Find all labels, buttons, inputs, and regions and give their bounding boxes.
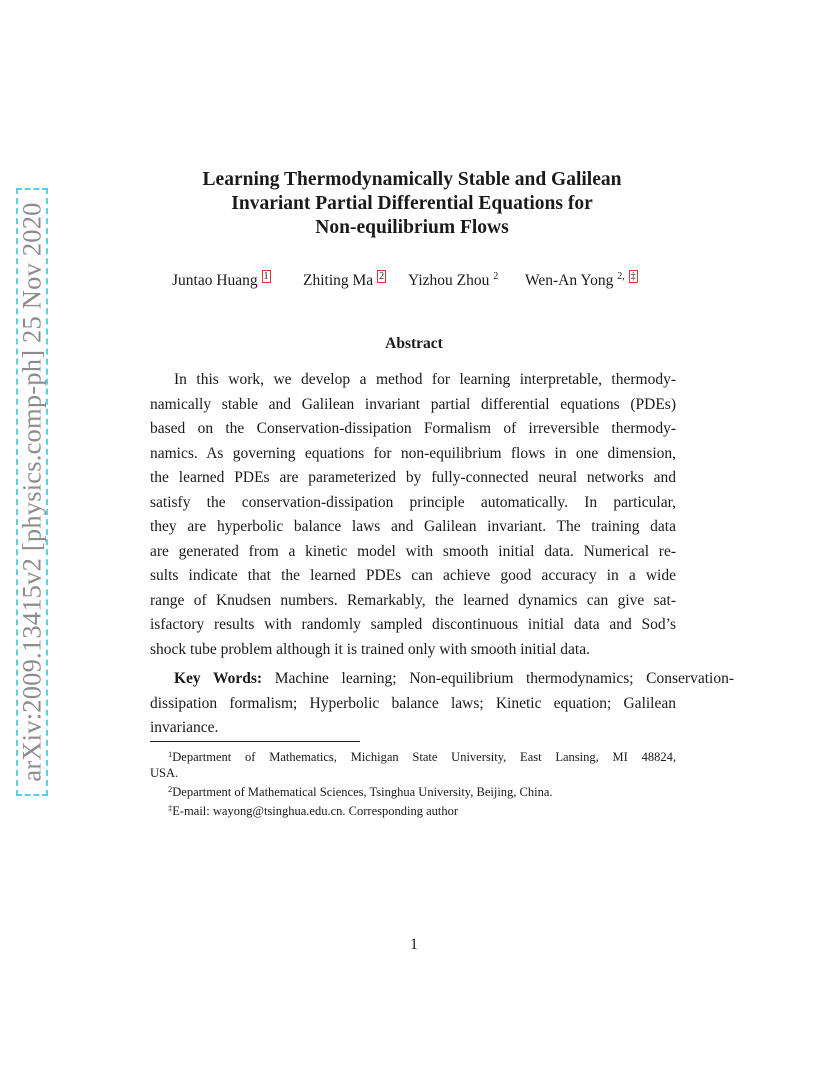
- footnote-1-cont: USA.: [150, 766, 179, 780]
- footnote-3: [150, 800, 676, 819]
- footnote-mark: 1: [168, 749, 173, 759]
- keywords-text: Machine learning; Non-equilibrium thermodynamics; Conservation-: [274, 670, 734, 687]
- footnote-1: [150, 746, 676, 765]
- keywords-label: Key Words:: [174, 670, 263, 687]
- abstract-line: namically stable and Galilean invariant partial differential equations (PDEs): [150, 395, 676, 413]
- author-name: Juntao Huang: [172, 272, 258, 289]
- footnote-link[interactable]: ‡: [630, 271, 636, 282]
- arxiv-identifier: arXiv:2009.13415v2 [physics.comp-ph] 25 Nov 2020: [16, 202, 47, 782]
- arxiv-identifier-stamp[interactable]: [16, 188, 48, 796]
- paper-title: [150, 168, 674, 240]
- abstract-line: satisfy the conservation-dissipation principle automatically. In particular,: [150, 493, 676, 511]
- author: [525, 271, 638, 290]
- abstract-line: the learned PDEs are parameterized by fully-connected neural networks and: [150, 469, 676, 486]
- author-name: Yizhou Zhou: [408, 272, 490, 289]
- keywords: [150, 667, 734, 741]
- footnote-mark: ‡: [168, 803, 173, 813]
- footnote-text: Department of Mathematical Sciences, Tsinghua University, Beijing, China.: [172, 785, 553, 799]
- author-name: Wen-An Yong: [525, 272, 614, 289]
- abstract-heading: Abstract: [385, 335, 443, 352]
- abstract-line: based on the Conservation-dissipation Formalism of irreversible thermody-: [150, 420, 676, 437]
- abstract-line: In this work, we develop a method for learning interpretable, thermody-: [174, 371, 676, 388]
- title-line: Learning Thermodynamically Stable and Galilean: [202, 169, 622, 190]
- keywords-line: invariance.: [150, 719, 219, 736]
- abstract-line: sults indicate that the learned PDEs can achieve good accuracy in a wide: [150, 567, 676, 584]
- title-line: Non-equilibrium Flows: [315, 217, 509, 238]
- footnote-text: Department of Mathematics, Michigan State University, East Lansing, MI 48824,: [172, 750, 676, 764]
- footnote-2: [150, 781, 676, 800]
- keywords-line: [150, 667, 734, 692]
- author-name: Zhiting Ma: [303, 272, 374, 289]
- footnote-link[interactable]: 2: [379, 271, 385, 282]
- affiliation-mark: 2,: [617, 271, 625, 282]
- abstract-line: shock tube problem although it is trained only with smooth initial data.: [150, 640, 590, 658]
- footnote-rule: [150, 741, 360, 742]
- title-line: Invariant Partial Differential Equations for: [231, 193, 593, 214]
- footnote-text: E-mail: wayong@tsinghua.edu.cn. Corresponding author: [172, 804, 459, 818]
- author: [408, 271, 498, 290]
- page-number: 1: [410, 936, 418, 953]
- abstract-line: are generated from a kinetic model with smooth initial data. Numerical re-: [150, 542, 676, 560]
- footnote-link[interactable]: 1: [263, 271, 269, 282]
- abstract-line: range of Knudsen numbers. Remarkably, the learned dynamics can give sat-: [150, 591, 676, 609]
- abstract-line: namics. As governing equations for non-equilibrium flows in one dimension,: [150, 444, 676, 462]
- author: [172, 271, 271, 290]
- author: [303, 271, 386, 290]
- abstract-line: isfactory results with randomly sampled discontinuous initial data and Sod’s: [150, 616, 676, 633]
- affiliation-mark: 2: [493, 271, 499, 282]
- footnote-mark: 2: [168, 784, 173, 794]
- abstract-line: they are hyperbolic balance laws and Galilean invariant. The training data: [150, 518, 676, 535]
- keywords-line: dissipation formalism; Hyperbolic balance laws; Kinetic equation; Galilean: [150, 694, 676, 712]
- abstract-body: [150, 368, 676, 662]
- footnotes: [150, 746, 676, 819]
